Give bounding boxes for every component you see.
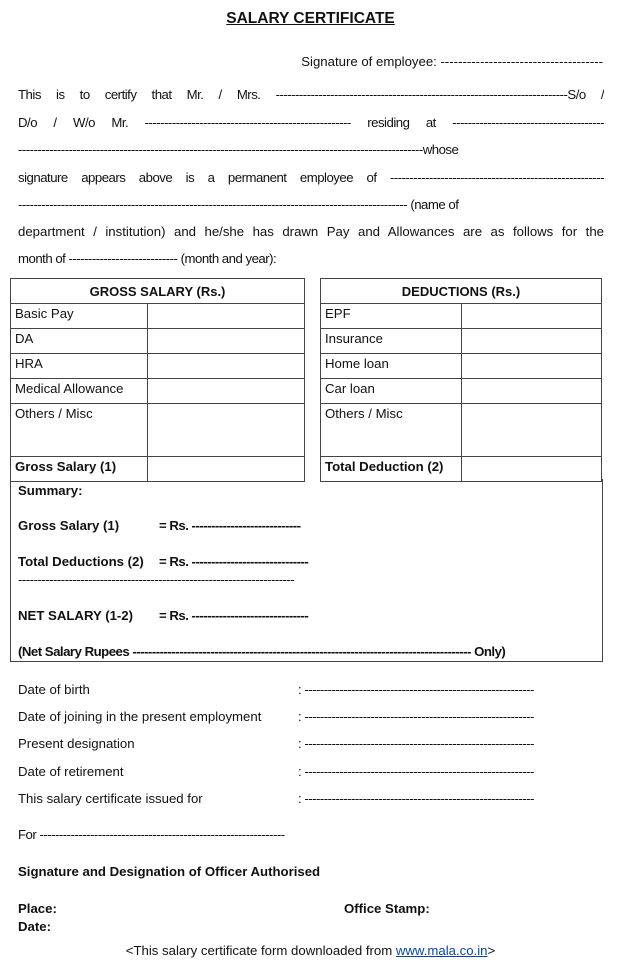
detail-label-retirement: Date of retirement <box>18 764 124 779</box>
summary-box <box>10 479 603 662</box>
summary-gross-label: Gross Salary (1) <box>18 518 120 533</box>
deduction-row-value[interactable] <box>462 379 602 404</box>
gross-salary-table <box>10 278 305 482</box>
officer-signature-label: Signature and Designation of Officer Authorised <box>18 864 321 879</box>
gross-row-label: Others / Misc <box>11 404 148 457</box>
gross-row-label: Basic Pay <box>11 304 148 329</box>
footer-link[interactable]: www.mala.co.in <box>395 943 488 958</box>
certify-line-5: ---------------------------------------------------------------------------------------------------- (name of <box>18 197 459 212</box>
certify-line-2: D/o / W/o Mr. ----------------------------------------------------- residing at --------------------------------------- <box>18 115 604 130</box>
deduction-row-value[interactable] <box>462 329 602 354</box>
summary-separator: ----------------------------------------------------------------------- <box>18 572 295 587</box>
summary-deductions-value: = Rs. ------------------------------ <box>159 554 309 569</box>
deduction-row-value[interactable] <box>462 354 602 379</box>
deduction-row-label: Others / Misc <box>321 404 462 457</box>
summary-net-rupees: (Net Salary Rupees --------------------------------------------------------------------------------------- Only) <box>18 644 506 659</box>
detail-label-dob: Date of birth <box>18 682 90 697</box>
gross-row-label: Medical Allowance <box>11 379 148 404</box>
certify-line-7: month of ---------------------------- (month and year): <box>18 251 277 266</box>
footer-prefix: <This salary certificate form downloaded from <box>125 943 396 958</box>
summary-gross-value: = Rs. ---------------------------- <box>159 518 301 533</box>
gross-row-value[interactable] <box>148 329 305 354</box>
gross-row-label: DA <box>11 329 148 354</box>
deduction-row-label: Home loan <box>321 354 462 379</box>
footer-note <box>0 943 621 958</box>
gross-total-value[interactable] <box>148 457 305 482</box>
for-line: For --------------------------------------------------------------- <box>18 827 285 842</box>
gross-row-value[interactable] <box>148 354 305 379</box>
summary-label: Summary: <box>18 483 83 498</box>
deductions-table <box>320 278 602 482</box>
certify-line-3: --------------------------------------------------------------------------------------------------------whose <box>18 142 459 157</box>
detail-value-dob: : ----------------------------------------------------------- <box>298 682 534 697</box>
detail-value-designation: : ----------------------------------------------------------- <box>298 736 534 751</box>
detail-value-joining: : ----------------------------------------------------------- <box>298 709 534 724</box>
deductions-header: DEDUCTIONS (Rs.) <box>321 279 602 304</box>
gross-row-value[interactable] <box>148 404 305 457</box>
deduction-row-value[interactable] <box>462 404 602 457</box>
gross-total-label: Gross Salary (1) <box>11 457 148 482</box>
detail-label-designation: Present designation <box>18 736 135 751</box>
deduction-total-value[interactable] <box>462 457 602 482</box>
page-title: SALARY CERTIFICATE <box>226 10 395 27</box>
employee-signature-line: Signature of employee: ------------------------------------- <box>301 54 603 69</box>
detail-label-issued-for: This salary certificate issued for <box>18 791 203 806</box>
detail-value-issued-for: : ----------------------------------------------------------- <box>298 791 534 806</box>
gross-row-label: HRA <box>11 354 148 379</box>
gross-salary-header: GROSS SALARY (Rs.) <box>11 279 305 304</box>
gross-row-value[interactable] <box>148 304 305 329</box>
summary-deductions-label: Total Deductions (2) <box>18 554 144 569</box>
certify-line-6: department / institution) and he/she has drawn Pay and Allowances are as follows for the <box>18 224 604 239</box>
deduction-row-label: EPF <box>321 304 462 329</box>
certify-line-4: signature appears above is a permanent employee of ------------------------------------------------------- <box>18 170 604 185</box>
deduction-row-value[interactable] <box>462 304 602 329</box>
gross-row-value[interactable] <box>148 379 305 404</box>
deduction-row-label: Insurance <box>321 329 462 354</box>
footer-suffix: > <box>487 943 496 958</box>
summary-net-label: NET SALARY (1-2) <box>18 608 134 623</box>
place-label: Place: <box>18 901 57 916</box>
detail-value-retirement: : ----------------------------------------------------------- <box>298 764 534 779</box>
date-label: Date: <box>18 919 51 934</box>
deduction-total-label: Total Deduction (2) <box>321 457 462 482</box>
detail-label-joining: Date of joining in the present employment <box>18 709 262 724</box>
summary-net-value: = Rs. ------------------------------ <box>159 608 309 623</box>
office-stamp-label: Office Stamp: <box>344 901 430 916</box>
deduction-row-label: Car loan <box>321 379 462 404</box>
certify-line-1: This is to certify that Mr. / Mrs. ---------------------------------------------------------------------------S/o / <box>18 87 604 102</box>
